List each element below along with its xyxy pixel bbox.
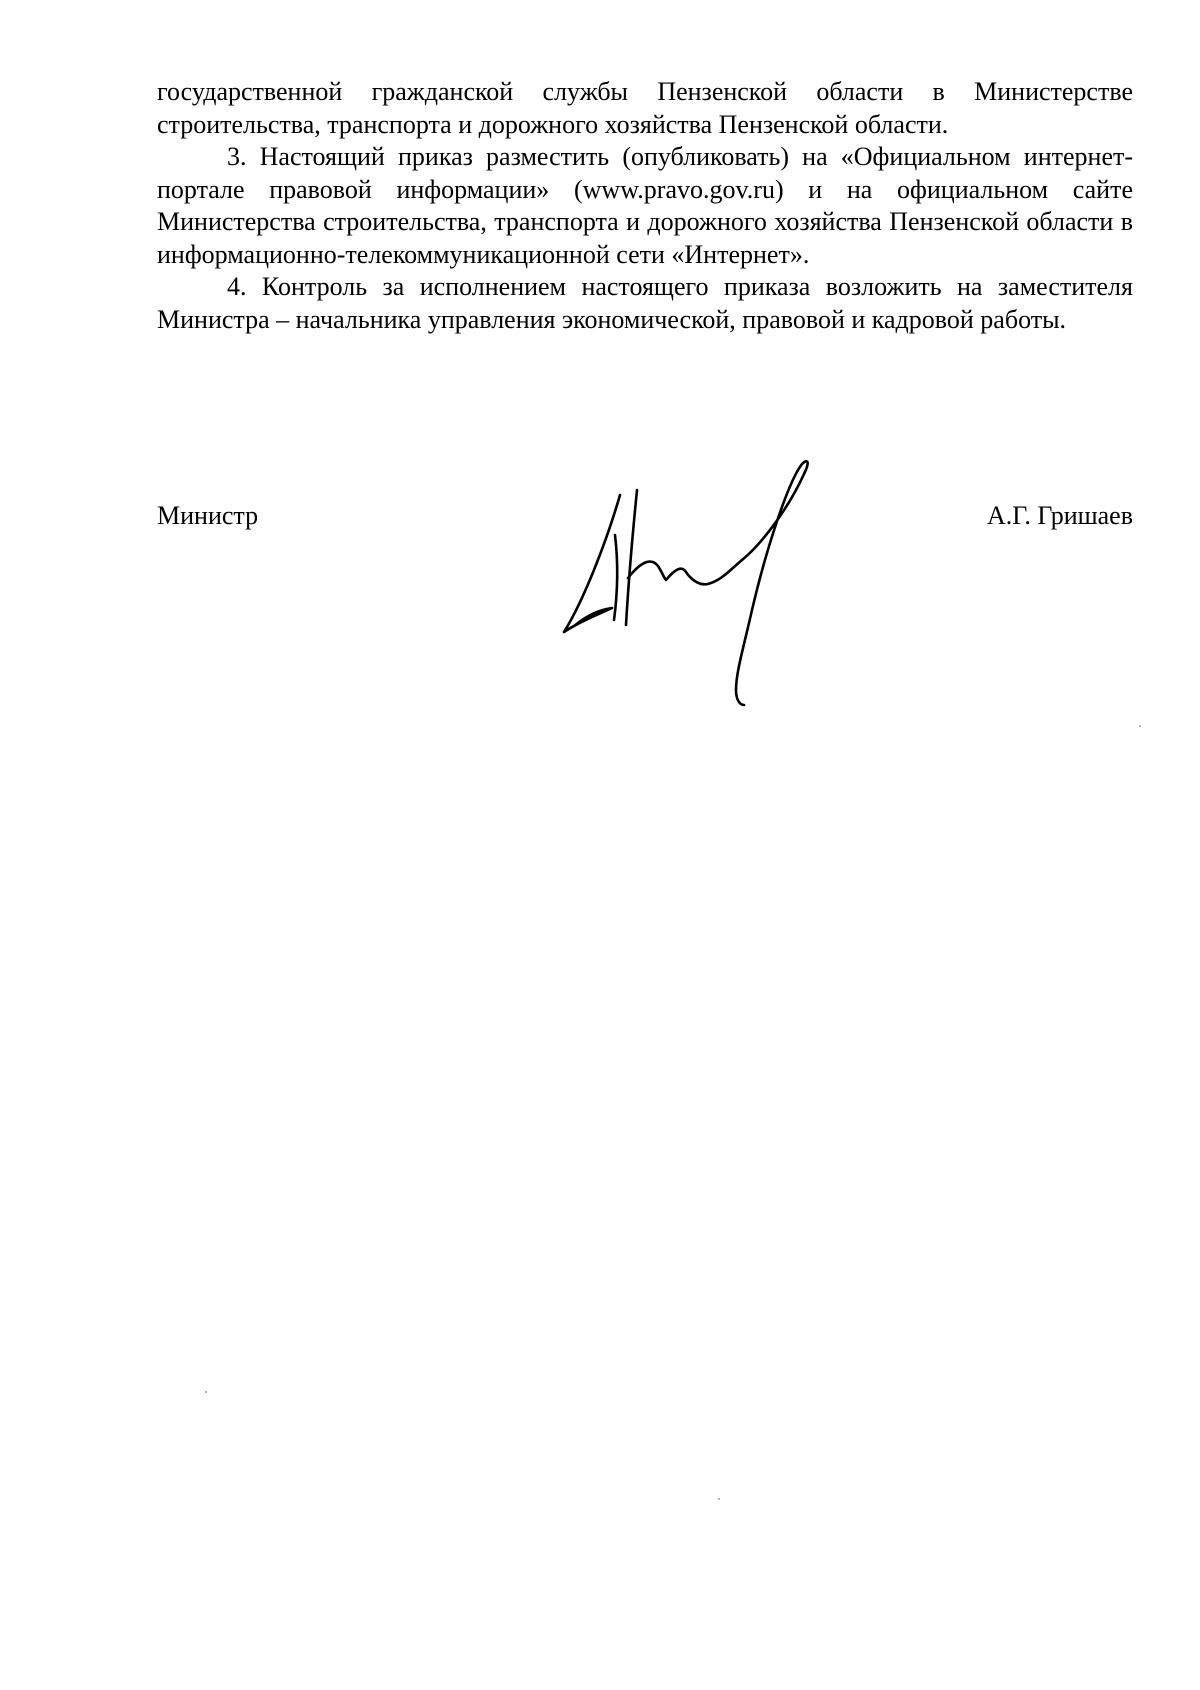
paragraph-item-3: [157, 141, 1133, 271]
scan-speck: [205, 1391, 207, 1393]
handwritten-signature: [552, 460, 862, 710]
text-line: интернет-портале правовой информации» (www.pravo.gov.ru) и на официальном: [157, 142, 1134, 204]
scan-speck: [1139, 725, 1141, 727]
text-line: государственной гражданской службы Пензенской области в Министерстве: [157, 77, 1133, 106]
signatory-name: А.Г. Гришаев: [986, 501, 1133, 530]
text-line: работы.: [980, 304, 1067, 334]
paragraph-item-4: [157, 271, 1133, 336]
signatory-title: Министр: [157, 501, 259, 530]
text-line: 4. Контроль за исполнением настоящего приказа возложить на заместителя: [227, 272, 1133, 301]
text-line: строительства, транспорта и дорожного хозяйства Пензенской области.: [157, 109, 949, 139]
scan-speck: [718, 1498, 720, 1500]
text-line: 3. Настоящий приказ разместить (опубликовать) на «Официальном: [227, 142, 1011, 171]
text-line: Пензенской области в информационно-телекоммуникационной сети: [157, 207, 1134, 269]
document-body: [157, 76, 1133, 336]
text-line: сайте Министерства строительства, транспорта и дорожного хозяйства: [157, 174, 1133, 236]
paragraph-continuation: [157, 76, 1133, 141]
text-line: Министра – начальника управления экономической, правовой и кадровой: [157, 304, 974, 334]
text-line: «Интернет».: [671, 239, 810, 269]
